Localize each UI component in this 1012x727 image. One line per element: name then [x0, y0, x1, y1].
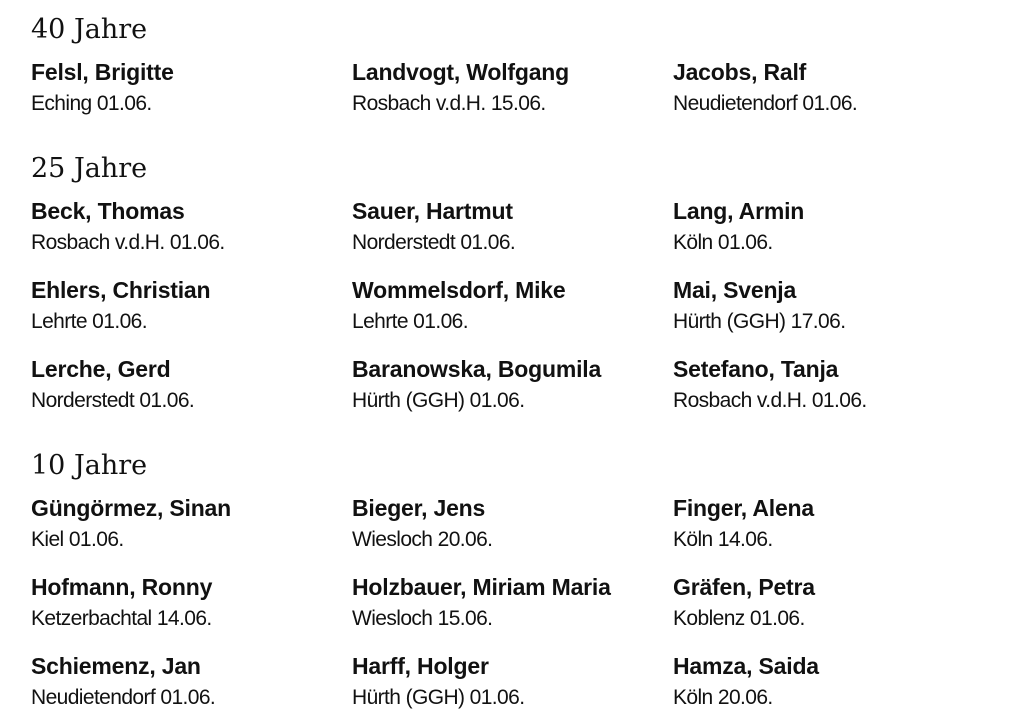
entry-name: Wommelsdorf, Mike	[352, 277, 566, 303]
entry-name: Finger, Alena	[673, 495, 814, 521]
jubilee-entry	[352, 355, 670, 415]
entry-place-date: Rosbach v.d.H. 15.06.	[352, 92, 546, 115]
jubilee-entry	[673, 276, 991, 336]
entry-name: Ehlers, Christian	[31, 277, 211, 303]
jubilee-entry	[673, 58, 991, 118]
entry-name: Mai, Svenja	[673, 277, 797, 303]
jubilee-entry	[673, 573, 991, 633]
entry-name: Felsl, Brigitte	[31, 59, 174, 85]
entry-place-date: Wiesloch 15.06.	[352, 607, 493, 630]
entry-place-date: Eching 01.06.	[31, 92, 152, 115]
entry-name: Lerche, Gerd	[31, 356, 171, 382]
jubilee-entry	[673, 197, 991, 257]
entry-name: Setefano, Tanja	[673, 356, 839, 382]
jubilee-entry	[352, 494, 670, 554]
entry-place-date: Norderstedt 01.06.	[31, 389, 195, 412]
entry-name: Lang, Armin	[673, 198, 805, 224]
entry-place-date: Köln 14.06.	[673, 528, 773, 551]
entry-place-date: Norderstedt 01.06.	[352, 231, 516, 254]
section-title-10-jahre: 10 Jahre	[31, 450, 148, 481]
entry-name: Sauer, Hartmut	[352, 198, 513, 224]
jubilee-entry	[352, 652, 670, 712]
jubilee-entry	[673, 355, 991, 415]
entry-name: Hofmann, Ronny	[31, 574, 213, 600]
entry-name: Güngörmez, Sinan	[31, 495, 231, 521]
jubilee-entry	[31, 573, 349, 633]
jubilee-entry	[31, 494, 349, 554]
jubilee-entry	[31, 197, 349, 257]
entry-place-date: Koblenz 01.06.	[673, 607, 805, 630]
entry-place-date: Neudietendorf 01.06.	[31, 686, 216, 709]
entry-name: Landvogt, Wolfgang	[352, 59, 570, 85]
jubilee-entry	[352, 573, 670, 633]
entry-place-date: Köln 01.06.	[673, 231, 773, 254]
jubilee-entry	[31, 58, 349, 118]
jubilee-entry	[31, 355, 349, 415]
entry-place-date: Rosbach v.d.H. 01.06.	[673, 389, 867, 412]
entry-name: Schiemenz, Jan	[31, 653, 201, 679]
entry-place-date: Rosbach v.d.H. 01.06.	[31, 231, 225, 254]
jubilee-entry	[673, 652, 991, 712]
entry-place-date: Ketzerbachtal 14.06.	[31, 607, 212, 630]
jubilee-entry	[31, 652, 349, 712]
entry-name: Holzbauer, Miriam Maria	[352, 574, 611, 600]
entry-place-date: Lehrte 01.06.	[352, 310, 468, 333]
jubilee-entry	[352, 197, 670, 257]
entry-place-date: Wiesloch 20.06.	[352, 528, 493, 551]
entry-name: Hamza, Saida	[673, 653, 819, 679]
entry-name: Jacobs, Ralf	[673, 59, 807, 85]
entry-place-date: Kiel 01.06.	[31, 528, 124, 551]
jubilee-entry	[673, 494, 991, 554]
entry-place-date: Köln 20.06.	[673, 686, 773, 709]
entry-place-date: Hürth (GGH) 01.06.	[352, 389, 525, 412]
entry-name: Baranowska, Bogumila	[352, 356, 602, 382]
entry-place-date: Hürth (GGH) 01.06.	[352, 686, 525, 709]
entry-name: Bieger, Jens	[352, 495, 486, 521]
entry-name: Gräfen, Petra	[673, 574, 815, 600]
jubilee-entry	[352, 58, 670, 118]
section-title-25-jahre: 25 Jahre	[31, 153, 148, 184]
jubilee-entry	[352, 276, 670, 336]
entry-name: Harff, Holger	[352, 653, 489, 679]
entry-place-date: Neudietendorf 01.06.	[673, 92, 858, 115]
entry-name: Beck, Thomas	[31, 198, 185, 224]
section-title-40-jahre: 40 Jahre	[31, 14, 148, 45]
jubilee-entry	[31, 276, 349, 336]
entry-place-date: Hürth (GGH) 17.06.	[673, 310, 846, 333]
entry-place-date: Lehrte 01.06.	[31, 310, 147, 333]
